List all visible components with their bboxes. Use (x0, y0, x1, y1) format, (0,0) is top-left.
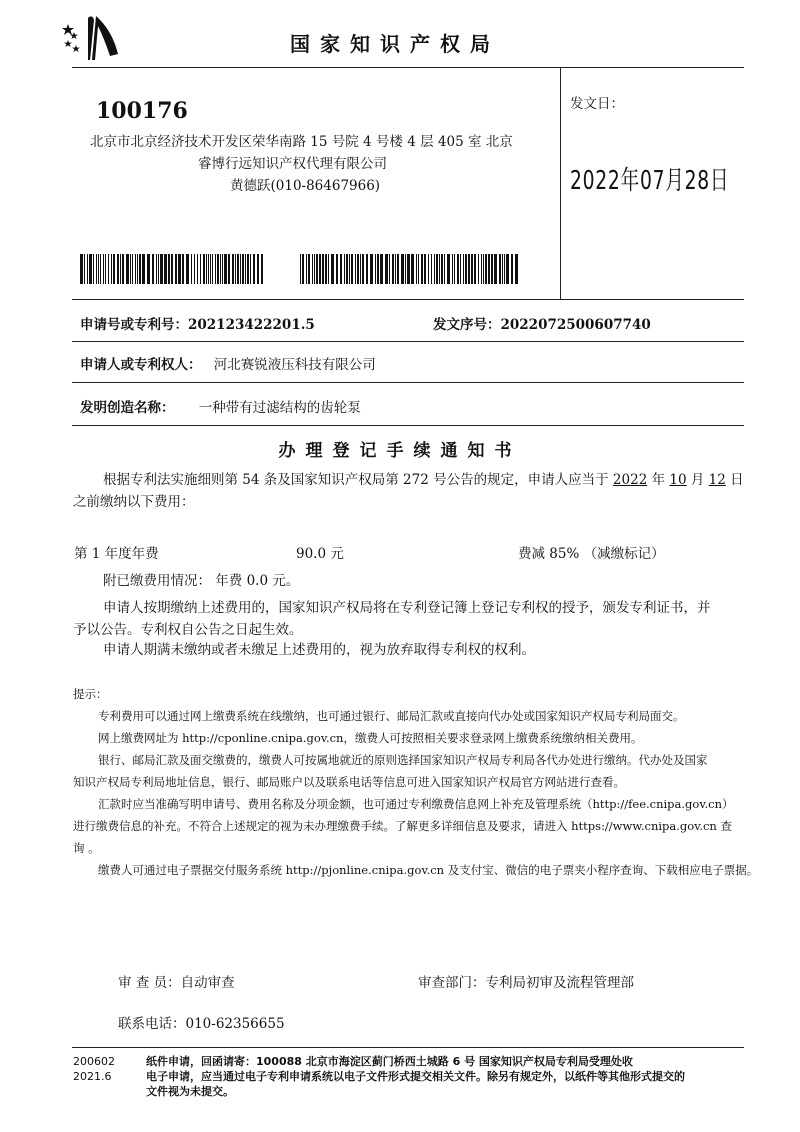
tip-4c: 询 。 (73, 841, 100, 855)
deadline-year: 2022 (612, 472, 648, 488)
form-code: 200602 (73, 1055, 115, 1068)
dispatch-date: 2022年07月28日 (570, 166, 730, 196)
footer-line-1: 纸件申请，回函请寄：100088 北京市海淀区蓟门桥西土城路 6 号 国家知识产权局专利局受理处收 (146, 1055, 633, 1068)
doc-no-field (433, 313, 651, 333)
top-rule (72, 67, 744, 68)
deadline-month: 10 (669, 472, 687, 488)
tip-4a: 汇款时应当准确写明申请号、费用名称及分项金额，也可通过专利缴费信息网上补充及管理系统（http://fee.cnipa.gov.cn） (98, 797, 734, 811)
footer-rule (72, 1047, 744, 1048)
rule-2 (72, 341, 744, 342)
paragraph-2-cont: 予以公告。专利权自公告之日起生效。 (73, 622, 303, 638)
cnipa-logo (60, 12, 122, 62)
applicant-value: 河北赛锐液压科技有限公司 (213, 357, 376, 373)
footer-line-2: 电子申请，应当通过电子专利申请系统以电子文件形式提交相关文件。除另有规定外，以纸件等其他形式提交的 (146, 1070, 685, 1083)
examiner: 审 查 员：自动审查 (118, 975, 235, 991)
year-unit: 年 (651, 472, 666, 488)
notice-title: 办理登记手续通知书 (278, 441, 522, 461)
tip-3b: 知识产权局专利局地址信息，银行、邮局账户以及联系电话等信息可进入国家知识产权局官方网站进行查看。 (73, 775, 625, 789)
review-dept: 审查部门：专利局初审及流程管理部 (418, 975, 634, 991)
address-line-2: 睿博行远知识产权代理有限公司 (198, 156, 387, 172)
tip-1: 专利费用可以通过网上缴费系统在线缴纳，也可通过银行、邮局汇款或直接向代办处或国家知识产权局专利局面交。 (98, 709, 685, 723)
fee-amount: 90.0 元 (296, 546, 344, 562)
tip-3a: 银行、邮局汇款及面交缴费的，缴费人可按属地就近的原则选择国家知识产权局专利局各代办处进行缴纳。代办处及国家 (98, 753, 708, 767)
app-no-field (80, 313, 315, 333)
contact-phone: 联系电话：010-62356655 (118, 1016, 285, 1032)
box-divider (560, 67, 561, 299)
title-field (80, 396, 361, 416)
fee-note: 费减 85% （减缴标记） (518, 546, 665, 562)
footer-line-3: 文件视为未提交。 (146, 1085, 234, 1098)
title-value: 一种带有过滤结构的齿轮泵 (198, 400, 361, 416)
paragraph-1-cont: 之前缴纳以下费用： (73, 494, 195, 510)
doc-no-label: 发文序号： (433, 317, 501, 333)
fee-name: 第 1 年度年费 (74, 546, 159, 562)
dispatch-date-label: 发文日： (570, 96, 624, 112)
month-unit: 月 (690, 472, 705, 488)
barcode-left (80, 254, 264, 284)
paragraph-1 (103, 469, 744, 491)
app-no-label: 申请号或专利号： (80, 317, 188, 333)
tips-label: 提示： (73, 687, 108, 701)
deadline-day: 12 (708, 472, 726, 488)
form-version: 2021.6 (73, 1070, 112, 1083)
rule-4 (72, 425, 744, 426)
doc-no-value: 2022072500607740 (500, 317, 651, 333)
rule-3 (72, 382, 744, 383)
tip-5: 缴费人可通过电子票据交付服务系统 http://pjonline.cnipa.gov.cn 及支付宝、微信的电子票夹小程序查询、下载相应电子票据。 (98, 863, 759, 877)
address-line-1: 北京市北京经济技术开发区荣华南路 15 号院 4 号楼 4 层 405 室 北京 (90, 134, 513, 150)
p1-text: 根据专利法实施细则第 54 条及国家知识产权局第 272 号公告的规定，申请人应当于 (103, 472, 609, 488)
day-unit: 日 (730, 472, 744, 488)
applicant-field (80, 353, 376, 373)
paragraph-3: 申请人期满未缴纳或者未缴足上述费用的，视为放弃取得专利权的权利。 (103, 642, 535, 658)
tip-2: 网上缴费网址为 http://cponline.cnipa.gov.cn，缴费人可按照相关要求登录网上缴费系统缴纳相关费用。 (98, 731, 643, 745)
paid-status: 附已缴费用情况： 年费 0.0 元。 (103, 573, 300, 589)
rule-1 (72, 299, 744, 300)
address-line-3: 黄德跃(010-86467966) (230, 178, 381, 194)
applicant-label: 申请人或专利权人： (80, 357, 202, 373)
tip-4b: 进行缴费信息的补充。不符合上述规定的视为未办理缴费手续。了解更多详细信息及要求，请进入 https://www.cnipa.gov.cn 查 (73, 819, 732, 833)
header-title: 国家知识产权局 (290, 32, 500, 56)
paragraph-2: 申请人按期缴纳上述费用的，国家知识产权局将在专利登记簿上登记专利权的授予，颁发专利证书，并 (103, 600, 711, 616)
postcode: 100176 (96, 98, 188, 124)
title-label: 发明创造名称： (80, 400, 175, 416)
app-no-value: 202123422201.5 (188, 317, 315, 333)
barcode-right (300, 254, 518, 284)
